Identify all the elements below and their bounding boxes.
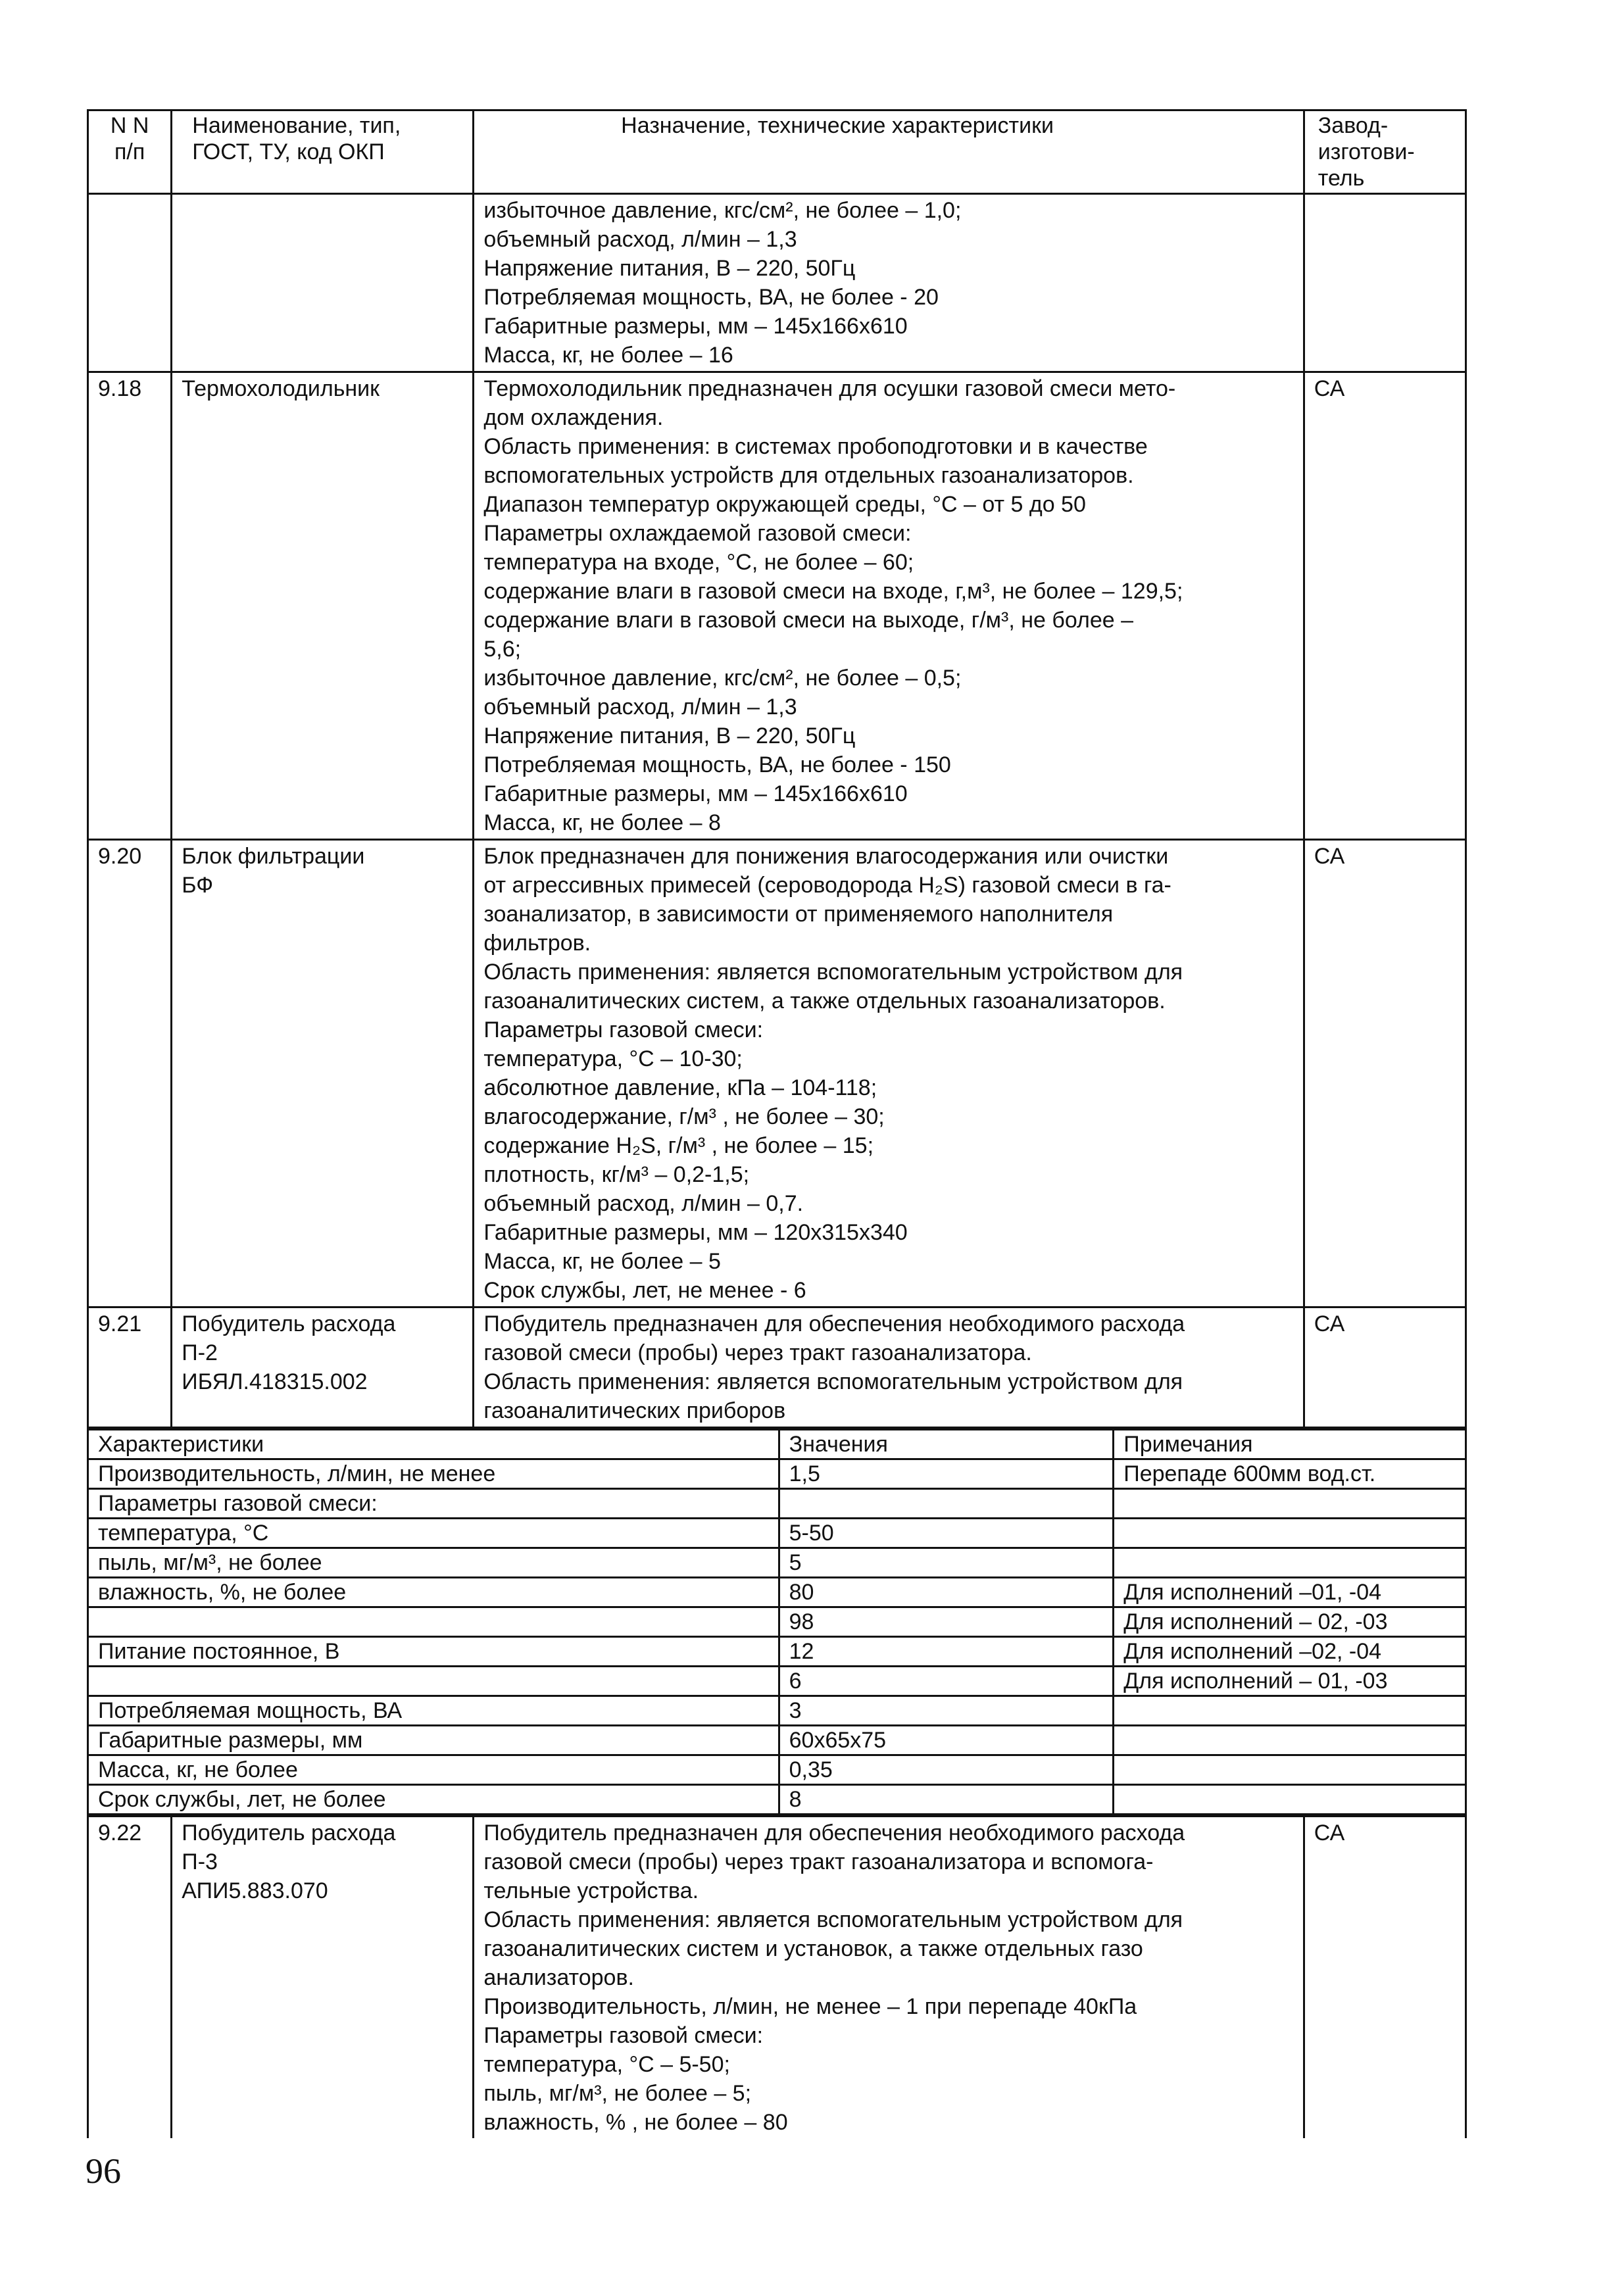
spec-note: Перепаде 600мм вод.ст. — [1114, 1459, 1466, 1489]
spec-header-value: Значения — [779, 1430, 1114, 1459]
spec-header-row — [88, 1430, 1466, 1459]
row-manufacturer: СА — [1304, 1307, 1466, 1428]
description-line: Область применения: является вспомогательным устройством для — [483, 1369, 1183, 1394]
description-line: газовой смеси (пробы) через тракт газоанализатора. — [483, 1340, 1032, 1365]
header-name: Наименование, тип, ГОСТ, ТУ, код ОКП — [172, 110, 474, 194]
description-line: газоаналитических систем и установок, а также отдельных газо — [483, 1936, 1143, 1961]
description-line: Габаритные размеры, мм – 120х315х340 — [483, 1220, 908, 1245]
spec-characteristic: Питание постоянное, В — [88, 1637, 779, 1667]
spec-row — [88, 1548, 1466, 1578]
equipment-table-wrapper — [87, 109, 1467, 2138]
spec-value: 6 — [779, 1667, 1114, 1696]
description-line: Параметры газовой смеси: — [483, 2023, 764, 2048]
equipment-table — [87, 109, 1467, 1429]
description-line: температура на входе, °С, не более – 60; — [483, 550, 914, 575]
description-line: Диапазон температур окружающей среды, °С – от 5 до 50 — [483, 492, 1086, 517]
spec-characteristic — [88, 1667, 779, 1696]
row-description — [474, 194, 1304, 372]
description-line: анализаторов. — [483, 1965, 634, 1990]
row-description — [474, 372, 1304, 840]
description-line: Габаритные размеры, мм – 145х166х610 — [483, 781, 908, 806]
description-line: от агрессивных примесей (сероводорода H₂S) газовой смеси в га- — [483, 873, 1171, 898]
description-line: Побудитель предназначен для обеспечения необходимого расхода — [483, 1311, 1185, 1336]
table-row-9-20 — [88, 840, 1466, 1307]
row-name: Блок фильтрации БФ — [172, 840, 474, 1307]
spec-note — [1114, 1696, 1466, 1726]
spec-note: Для исполнений – 01, -03 — [1114, 1667, 1466, 1696]
row-manufacturer: СА — [1304, 1817, 1466, 2139]
spec-characteristic: Потребляемая мощность, ВА — [88, 1696, 779, 1726]
spec-value: 12 — [779, 1637, 1114, 1667]
spec-characteristic: Производительность, л/мин, не менее — [88, 1459, 779, 1489]
spec-value — [779, 1489, 1114, 1519]
spec-characteristic: Масса, кг, не более — [88, 1755, 779, 1785]
description-line: Габаритные размеры, мм – 145х166х610 — [483, 314, 908, 339]
row-name — [172, 194, 474, 372]
description-line: Побудитель предназначен для обеспечения необходимого расхода — [483, 1820, 1185, 1845]
description-line: Параметры охлаждаемой газовой смеси: — [483, 521, 912, 546]
description-line: Напряжение питания, В – 220, 50Гц — [483, 256, 856, 281]
spec-row — [88, 1755, 1466, 1785]
spec-value: 0,35 — [779, 1755, 1114, 1785]
description-line: Область применения: в системах пробоподготовки и в качестве — [483, 434, 1148, 459]
spec-characteristic: температура, °С — [88, 1519, 779, 1548]
description-line: температура, °С – 5-50; — [483, 2052, 730, 2077]
spec-note — [1114, 1519, 1466, 1548]
header-manufacturer: Завод- изготови- тель — [1304, 110, 1466, 194]
spec-note: Для исполнений – 02, -03 — [1114, 1607, 1466, 1637]
spec-row — [88, 1637, 1466, 1667]
row-manufacturer: СА — [1304, 840, 1466, 1307]
description-line: Напряжение питания, В – 220, 50Гц — [483, 723, 856, 748]
description-line: Блок предназначен для понижения влагосодержания или очистки — [483, 844, 1169, 869]
row-name: Термохолодильник — [172, 372, 474, 840]
spec-row — [88, 1578, 1466, 1607]
table-row-9-22 — [88, 1817, 1466, 2139]
row-description — [474, 1817, 1304, 2139]
spec-value: 3 — [779, 1696, 1114, 1726]
description-line: Параметры газовой смеси: — [483, 1017, 764, 1042]
spec-characteristic: пыль, мг/м³, не более — [88, 1548, 779, 1578]
spec-note — [1114, 1726, 1466, 1755]
spec-note: Для исполнений –01, -04 — [1114, 1578, 1466, 1607]
description-line: 5,6; — [483, 637, 522, 662]
description-line: объемный расход, л/мин – 1,3 — [483, 227, 797, 252]
row-name: Побудитель расхода П-2 ИБЯЛ.418315.002 — [172, 1307, 474, 1428]
spec-note — [1114, 1489, 1466, 1519]
description-line: плотность, кг/м³ – 0,2-1,5; — [483, 1162, 750, 1187]
description-line: абсолютное давление, кПа – 104-118; — [483, 1075, 877, 1100]
description-line: газоаналитических приборов — [483, 1398, 786, 1423]
row-description — [474, 840, 1304, 1307]
description-line: содержание влаги в газовой смеси на входе, г,м³, не более – 129,5; — [483, 579, 1183, 604]
spec-characteristic — [88, 1607, 779, 1637]
spec-value: 98 — [779, 1607, 1114, 1637]
description-line: газоаналитических систем, а также отдельных газоанализаторов. — [483, 989, 1166, 1014]
description-line: избыточное давление, кгс/см², не более – 0,5; — [483, 666, 962, 691]
description-line: пыль, мг/м³, не более – 5; — [483, 2081, 752, 2106]
spec-value: 60х65х75 — [779, 1726, 1114, 1755]
description-line: Область применения: является вспомогательным устройством для — [483, 1907, 1183, 1932]
description-line: объемный расход, л/мин – 0,7. — [483, 1191, 804, 1216]
spec-value: 1,5 — [779, 1459, 1114, 1489]
description-line: содержание H₂S, г/м³ , не более – 15; — [483, 1133, 874, 1158]
spec-characteristic: Габаритные размеры, мм — [88, 1726, 779, 1755]
row-number: 9.20 — [88, 840, 172, 1307]
spec-note — [1114, 1755, 1466, 1785]
description-line: Потребляемая мощность, ВА, не более - 20 — [483, 285, 939, 310]
description-line: вспомогательных устройств для отдельных газоанализаторов. — [483, 463, 1134, 488]
table-row-9-18 — [88, 372, 1466, 840]
spec-row — [88, 1607, 1466, 1637]
description-line: Производительность, л/мин, не менее – 1 при перепаде 40кПа — [483, 1994, 1137, 2019]
description-line: влагосодержание, г/м³ , не более – 30; — [483, 1104, 885, 1129]
row-description — [474, 1307, 1304, 1428]
row-number: 9.18 — [88, 372, 172, 840]
spec-characteristic: Срок службы, лет, не более — [88, 1785, 779, 1815]
description-line: влажность, % , не более – 80 — [483, 2110, 788, 2135]
description-line: Масса, кг, не более – 16 — [483, 343, 733, 368]
description-line: Масса, кг, не более – 8 — [483, 810, 721, 835]
spec-header-note: Примечания — [1114, 1430, 1466, 1459]
spec-row — [88, 1459, 1466, 1489]
description-line: избыточное давление, кгс/см², не более – 1,0; — [483, 198, 962, 223]
header-number: N N п/п — [88, 110, 172, 194]
spec-row — [88, 1726, 1466, 1755]
header-purpose: Назначение, технические характеристики — [474, 110, 1304, 194]
spec-row — [88, 1519, 1466, 1548]
page-number: 96 — [86, 2151, 121, 2191]
table-header-row — [88, 110, 1466, 194]
spec-table — [87, 1429, 1467, 1815]
spec-value: 5-50 — [779, 1519, 1114, 1548]
row-number: 9.22 — [88, 1817, 172, 2139]
description-line: объемный расход, л/мин – 1,3 — [483, 695, 797, 720]
description-line: тельные устройства. — [483, 1878, 699, 1903]
description-line: зоанализатор, в зависимости от применяемого наполнителя — [483, 902, 1114, 927]
row-number — [88, 194, 172, 372]
spec-note — [1114, 1548, 1466, 1578]
spec-row — [88, 1489, 1466, 1519]
description-line: Потребляемая мощность, ВА, не более - 150 — [483, 752, 951, 777]
spec-note: Для исполнений –02, -04 — [1114, 1637, 1466, 1667]
description-line: газовой смеси (пробы) через тракт газоанализатора и вспомога- — [483, 1849, 1154, 1874]
spec-characteristic: влажность, %, не более — [88, 1578, 779, 1607]
description-line: содержание влаги в газовой смеси на выходе, г/м³, не более – — [483, 608, 1134, 633]
description-line: Срок службы, лет, не менее - 6 — [483, 1278, 806, 1303]
equipment-table-continued — [87, 1815, 1467, 2138]
description-line: Область применения: является вспомогательным устройством для — [483, 960, 1183, 985]
spec-row — [88, 1667, 1466, 1696]
description-line: Термохолодильник предназначен для осушки газовой смеси мето- — [483, 376, 1176, 401]
table-row-9-21 — [88, 1307, 1466, 1428]
description-line: температура, °С – 10-30; — [483, 1046, 743, 1071]
description-line: дом охлаждения. — [483, 405, 664, 430]
row-number: 9.21 — [88, 1307, 172, 1428]
spec-table-body — [88, 1459, 1466, 1815]
spec-row — [88, 1696, 1466, 1726]
row-name: Побудитель расхода П-3 АПИ5.883.070 — [172, 1817, 474, 2139]
row-manufacturer — [1304, 194, 1466, 372]
spec-characteristic: Параметры газовой смеси: — [88, 1489, 779, 1519]
description-line: Масса, кг, не более – 5 — [483, 1249, 721, 1274]
spec-note — [1114, 1785, 1466, 1815]
description-line: фильтров. — [483, 931, 591, 956]
spec-value: 8 — [779, 1785, 1114, 1815]
row-manufacturer: СА — [1304, 372, 1466, 840]
spec-value: 5 — [779, 1548, 1114, 1578]
spec-row — [88, 1785, 1466, 1815]
continuation-row — [88, 194, 1466, 372]
spec-header-characteristic: Характеристики — [88, 1430, 779, 1459]
spec-value: 80 — [779, 1578, 1114, 1607]
